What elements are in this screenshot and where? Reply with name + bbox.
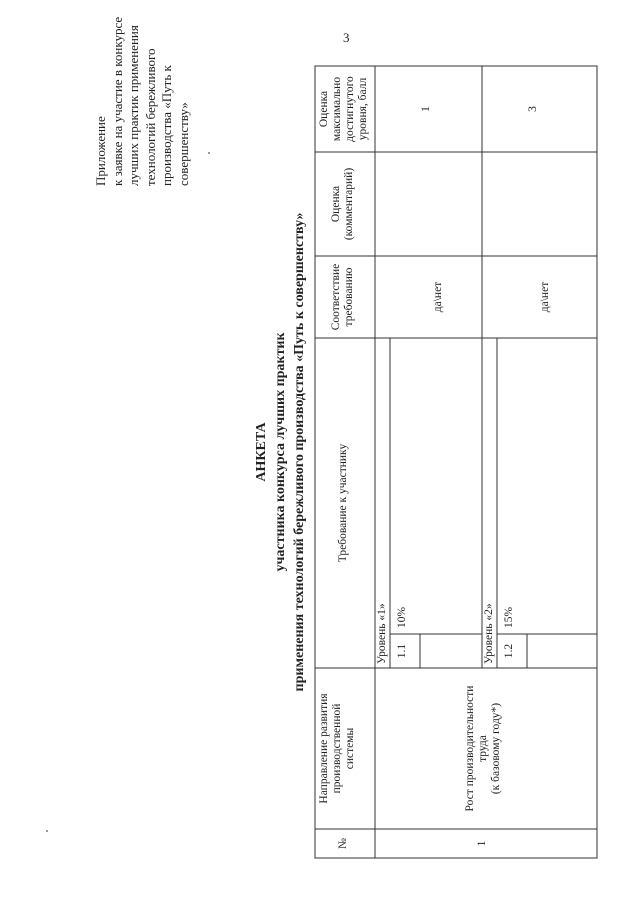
level-2-code: 1.2 (503, 643, 515, 659)
row-direction-line: Рост производительности (464, 685, 476, 812)
header-max-score-line: достигнутого (344, 76, 356, 142)
table-border (315, 66, 597, 858)
level-2-max-score: 3 (527, 106, 539, 112)
appendix-line: производства «Путь к (159, 65, 174, 186)
appendix-line: технологий бережливого (142, 48, 158, 186)
header-assessment (330, 152, 356, 256)
page-number: 3 (343, 30, 350, 45)
level-1-max-score: 1 (420, 106, 432, 112)
title-line-2: участника конкурса лучших практик (273, 332, 288, 572)
header-requirement: Требование к участнику (337, 443, 349, 563)
level-1-code: 1.1 (396, 643, 408, 659)
appendix-line: Приложение (93, 116, 108, 186)
header-assessment-line: Оценка (330, 185, 342, 223)
level-2-label: Уровень «2» (483, 603, 495, 664)
header-max-score-line: Оценка (318, 90, 330, 128)
title-line-1: АНКЕТА (254, 422, 269, 482)
header-direction-line: производственной (331, 703, 343, 794)
header-compliance (330, 256, 356, 338)
header-max-score (318, 66, 370, 152)
appendix-line: к заявке на участие в конкурсе (109, 16, 125, 186)
title-line-3: применения технологий бережливого производства «Путь к совершенству» (292, 212, 307, 692)
level-1-compliance: да\нет (432, 281, 444, 313)
header-compliance-line: требованию (343, 267, 355, 327)
level-1-value: 10% (396, 606, 408, 628)
row-direction (464, 668, 503, 829)
header-direction-line: системы (344, 727, 356, 770)
header-compliance-line: Соответствие (330, 263, 342, 331)
header-max-score-line: максимально (331, 76, 343, 142)
header-max-score-line: уровня, балл (357, 77, 369, 141)
header-direction-line: Направление развития (318, 693, 330, 804)
header-direction (318, 668, 357, 829)
level-2-value: 15% (503, 606, 515, 628)
header-num: № (337, 838, 349, 849)
row-direction-line: (к базовому году*) (490, 702, 502, 795)
appendix-line: лучших практик применения (126, 25, 141, 186)
level-2-compliance: да\нет (539, 281, 551, 313)
appendix-line: совершенству» (175, 102, 191, 186)
header-assessment-line: (комментарий) (343, 167, 355, 241)
row-num: 1 (476, 840, 488, 847)
level-1-label: Уровень «1» (376, 603, 388, 664)
row-direction-line: труда (477, 735, 489, 762)
